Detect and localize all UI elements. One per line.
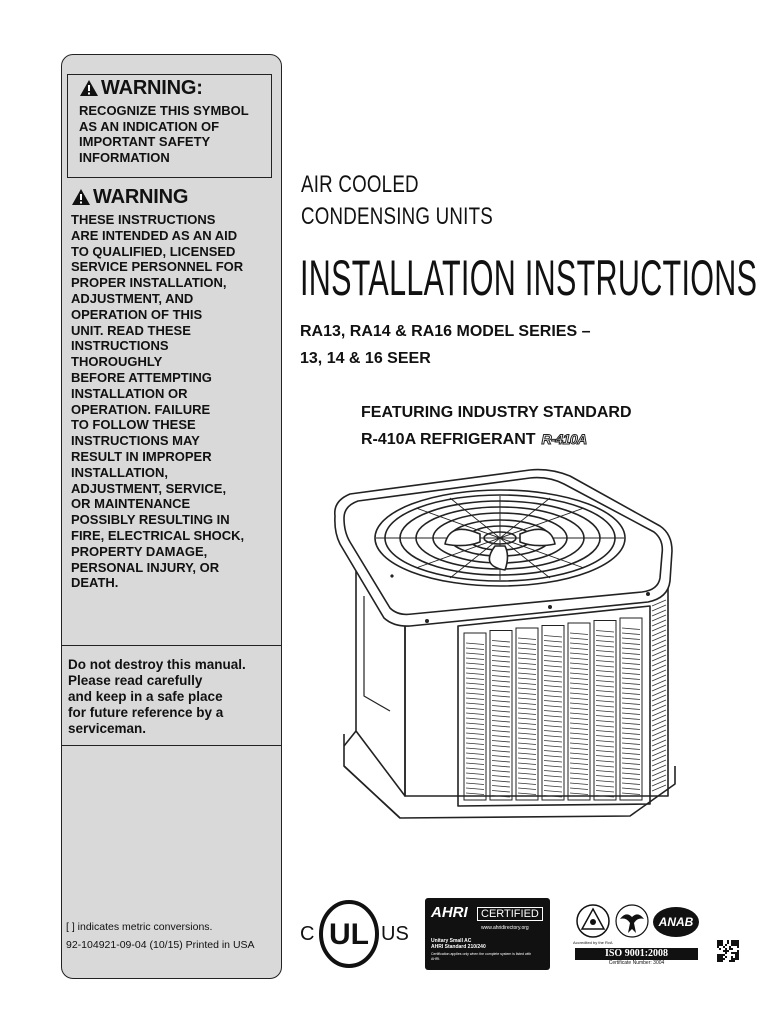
anab-logo: ANAB xyxy=(653,907,699,937)
product-category-line2: CONDENSING UNITS xyxy=(301,203,494,230)
warning-line: THESE INSTRUCTIONS xyxy=(71,212,216,227)
warning-line: PROPER INSTALLATION, xyxy=(71,275,227,291)
rva-seal-icon xyxy=(575,903,611,939)
product-category-line1: AIR COOLED xyxy=(301,171,419,198)
ahri-site: www.ahridirectory.org xyxy=(481,925,529,931)
feature-line2-row xyxy=(361,426,632,453)
ahri-line1: Unitary Small AC xyxy=(431,938,472,944)
warning-line: BEFORE ATTEMPTING xyxy=(71,369,212,385)
document-number: 92-104921-09-04 (10/15) Printed in USA xyxy=(66,939,255,951)
warning-heading-2 xyxy=(71,187,276,207)
r410a-logo: R-410A xyxy=(541,431,587,447)
rva-caption: Accredited by the RvA xyxy=(573,940,613,945)
warning-line: POSSIBLY RESULTING IN xyxy=(71,512,230,528)
ul-mark xyxy=(294,895,409,975)
warning-line: TO FOLLOW THESE xyxy=(71,417,196,433)
warning-line: INSTALLATION OR xyxy=(71,385,188,401)
warning-line: INSTRUCTIONS MAY xyxy=(71,433,200,449)
keep-note-line: and keep in a safe place xyxy=(68,689,223,704)
keep-note-line: Please read carefully xyxy=(68,673,203,688)
warning-line: UNIT. READ THESE xyxy=(71,322,191,338)
warning-line: OPERATION OF THIS xyxy=(71,306,203,322)
condensing-unit-illustration xyxy=(330,466,680,851)
warning-triangle-icon xyxy=(79,79,99,97)
warning-line: THOROUGHLY xyxy=(71,354,163,370)
warning-line: PERSONAL INJURY, OR xyxy=(71,559,220,575)
warning-triangle-icon xyxy=(71,188,91,206)
feature-line2: R-410A REFRIGERANT xyxy=(361,431,536,448)
eagle-seal-icon xyxy=(614,903,650,943)
warning-line: INSTALLATION, xyxy=(71,464,169,480)
warning-panel xyxy=(61,54,282,979)
divider xyxy=(62,645,281,646)
warning-line: ARE INTENDED AS AN AID xyxy=(71,227,238,243)
keep-note-line: serviceman. xyxy=(68,721,147,736)
warning-heading xyxy=(79,78,271,98)
refrigerant-feature xyxy=(361,399,632,453)
model-series-line1: RA13, RA14 & RA16 MODEL SERIES – xyxy=(300,323,591,340)
warning-line: PROPERTY DAMAGE, xyxy=(71,543,208,559)
warning-symbol-text: RECOGNIZE THIS SYMBOL AS AN INDICATION OF IMPORTANT SAFETY INFORMATION xyxy=(79,103,249,165)
warning-heading-2-text: WARNING xyxy=(93,186,189,208)
page-title: INSTALLATION INSTRUCTIONS xyxy=(300,250,758,306)
iso-certification: ISO 9001:2008 xyxy=(575,948,698,960)
feature-line1: FEATURING INDUSTRY STANDARD xyxy=(361,404,632,421)
ul-us: US xyxy=(381,923,409,945)
warning-symbol-box xyxy=(67,74,272,178)
warning-line: TO QUALIFIED, LICENSED xyxy=(71,243,236,259)
model-series xyxy=(300,318,590,372)
keep-note-line: Do not destroy this manual. xyxy=(68,657,246,672)
warning-line: ADJUSTMENT, AND xyxy=(71,290,194,306)
warning-line: ADJUSTMENT, SERVICE, xyxy=(71,480,227,496)
ahri-line2: AHRI Standard 210/240 xyxy=(431,944,486,950)
keep-note-line: for future reference by a xyxy=(68,705,224,720)
ahri-info xyxy=(431,938,486,950)
ahri-fine-print: Certification applies only when the complete system is listed with AHRI. xyxy=(431,952,532,961)
divider xyxy=(62,745,281,746)
ahri-certified: CERTIFIED xyxy=(477,907,543,921)
warning-line: FIRE, ELECTRICAL SHOCK, xyxy=(71,527,245,543)
ul-logo-icon xyxy=(318,899,380,969)
warning-heading-text: WARNING: xyxy=(101,77,203,99)
iso-certificate-number: Certificate Number: 3004 xyxy=(608,960,665,966)
product-category xyxy=(301,169,493,233)
warning-line: INSTRUCTIONS xyxy=(71,338,169,354)
metric-note: [ ] indicates metric conversions. xyxy=(66,921,213,933)
ul-c: C xyxy=(300,923,315,945)
warning-line: RESULT IN IMPROPER xyxy=(71,448,212,464)
instructions-warning xyxy=(71,187,276,591)
warning-line: SERVICE PERSONNEL FOR xyxy=(71,259,244,275)
warning-line: OR MAINTENANCE xyxy=(71,496,191,512)
warning-line: OPERATION. FAILURE xyxy=(71,401,211,417)
ahri-brand: AHRI xyxy=(431,904,468,921)
warning-line: DEATH. xyxy=(71,575,119,591)
instructions-warning-text xyxy=(71,212,276,591)
svg-text:UL: UL xyxy=(329,918,369,951)
ahri-certified-logo xyxy=(425,898,550,970)
model-series-line2: 13, 14 & 16 SEER xyxy=(300,350,431,367)
qr-code-icon xyxy=(717,940,739,962)
keep-manual-note xyxy=(68,657,273,737)
